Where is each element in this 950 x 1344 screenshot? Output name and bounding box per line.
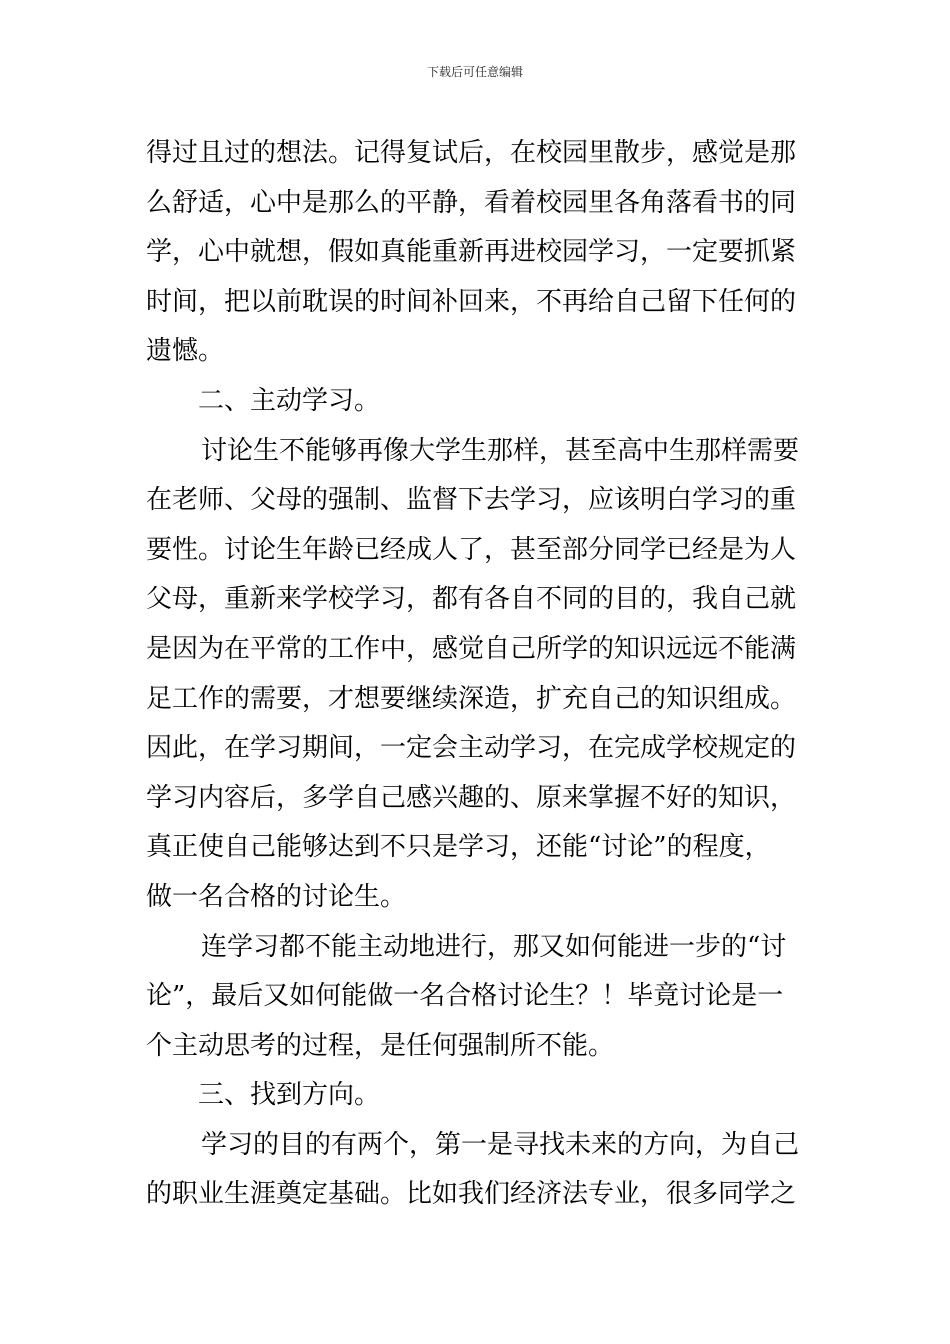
text-line: 论”，最后又如何能做一名合格讨论生？！毕竟讨论是一 bbox=[146, 981, 784, 1012]
text-line: 得过且过的想法。记得复试后，在校园里散步，感觉是那 bbox=[146, 138, 797, 168]
paragraph-start: 讨论生不能够再像大学生那样，甚至高中生那样需要 bbox=[201, 435, 800, 466]
text-line: 因此，在学习期间，一定会主动学习，在完成学校规定的 bbox=[146, 733, 797, 764]
text-line: 真正使自己能够达到不只是学习，还能“讨论”的程度， bbox=[146, 832, 771, 863]
text-line: 时间，把以前耽误的时间补回来，不再给自己留下任何的 bbox=[146, 286, 797, 317]
text-line: 的职业生涯奠定基础。比如我们经济法专业，很多同学之 bbox=[146, 1179, 797, 1210]
document-body bbox=[146, 129, 808, 1220]
text-line: 学，心中就想，假如真能重新再进校园学习，一定要抓紧 bbox=[146, 237, 797, 268]
text-line: 遗憾。 bbox=[146, 336, 225, 367]
paragraph-start: 学习的目的有两个，第一是寻找未来的方向，为自己 bbox=[201, 1129, 800, 1160]
text-line: 足工作的需要，才想要继续深造，扩充自己的知识组成。 bbox=[146, 683, 797, 714]
paragraph-start: 连学习都不能主动地进行，那又如何能进一步的“讨 bbox=[201, 931, 787, 962]
page-header: 下载后可任意编辑 bbox=[426, 65, 523, 79]
section-heading: 二、主动学习。 bbox=[198, 385, 381, 416]
text-line: 做一名合格的讨论生。 bbox=[146, 881, 407, 912]
text-line: 么舒适，心中是那么的平静，看着校园里各角落看书的同 bbox=[146, 187, 797, 218]
text-line: 是因为在平常的工作中，感觉自己所学的知识远远不能满 bbox=[146, 633, 797, 664]
text-line: 学习内容后，多学自己感兴趣的、原来掌握不好的知识， bbox=[146, 782, 797, 813]
text-line: 要性。讨论生年龄已经成人了，甚至部分同学已经是为人 bbox=[146, 534, 797, 565]
text-line: 个主动思考的过程，是任何强制所不能。 bbox=[146, 1030, 615, 1061]
section-heading: 三、找到方向。 bbox=[198, 1080, 381, 1111]
text-line: 在老师、父母的强制、监督下去学习，应该明白学习的重 bbox=[146, 485, 797, 516]
text-line: 父母，重新来学校学习，都有各自不同的目的，我自己就 bbox=[146, 584, 797, 615]
